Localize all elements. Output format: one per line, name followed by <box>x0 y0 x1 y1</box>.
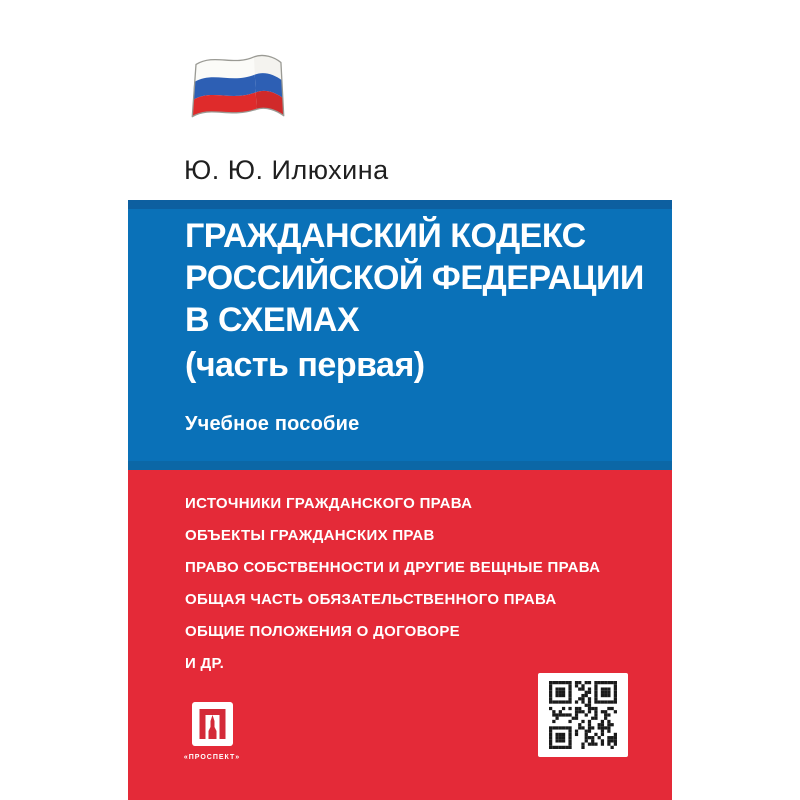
topics-band <box>128 470 672 800</box>
book-subtitle: (часть первая) <box>185 346 425 384</box>
qr-code <box>538 673 628 757</box>
topic-item: ИСТОЧНИКИ ГРАЖДАНСКОГО ПРАВА <box>185 495 473 512</box>
topic-item: ПРАВО СОБСТВЕННОСТИ И ДРУГИЕ ВЕЩНЫЕ ПРАВА <box>185 559 601 576</box>
book-title <box>185 215 645 436</box>
russian-flag-icon <box>181 42 309 126</box>
topic-item: ОБЩАЯ ЧАСТЬ ОБЯЗАТЕЛЬСТВЕННОГО ПРАВА <box>185 591 557 608</box>
title-band <box>128 200 672 470</box>
title-line-1: ГРАЖДАНСКИЙ КОДЕКС <box>185 217 586 255</box>
title-line-2: РОССИЙСКОЙ ФЕДЕРАЦИИ <box>185 259 644 297</box>
publisher-name: «ПРОСПЕКТ» <box>183 754 241 761</box>
topics-list <box>185 496 625 688</box>
topic-item: ОБЪЕКТЫ ГРАЖДАНСКИХ ПРАВ <box>185 527 435 544</box>
author-name: Ю. Ю. Илюхина <box>184 155 389 185</box>
edition-note: Учебное пособие <box>185 413 360 435</box>
band-top-strip <box>128 200 672 209</box>
band-bottom-strip <box>128 461 672 470</box>
topic-item: ОБЩИЕ ПОЛОЖЕНИЯ О ДОГОВОРЕ <box>185 623 460 640</box>
title-line-3: В СХЕМАХ <box>185 301 360 339</box>
topic-item: И ДР. <box>185 655 225 672</box>
publisher-logo <box>172 702 252 761</box>
book-cover <box>128 0 672 800</box>
prospekt-publisher-logo-icon <box>192 702 233 746</box>
